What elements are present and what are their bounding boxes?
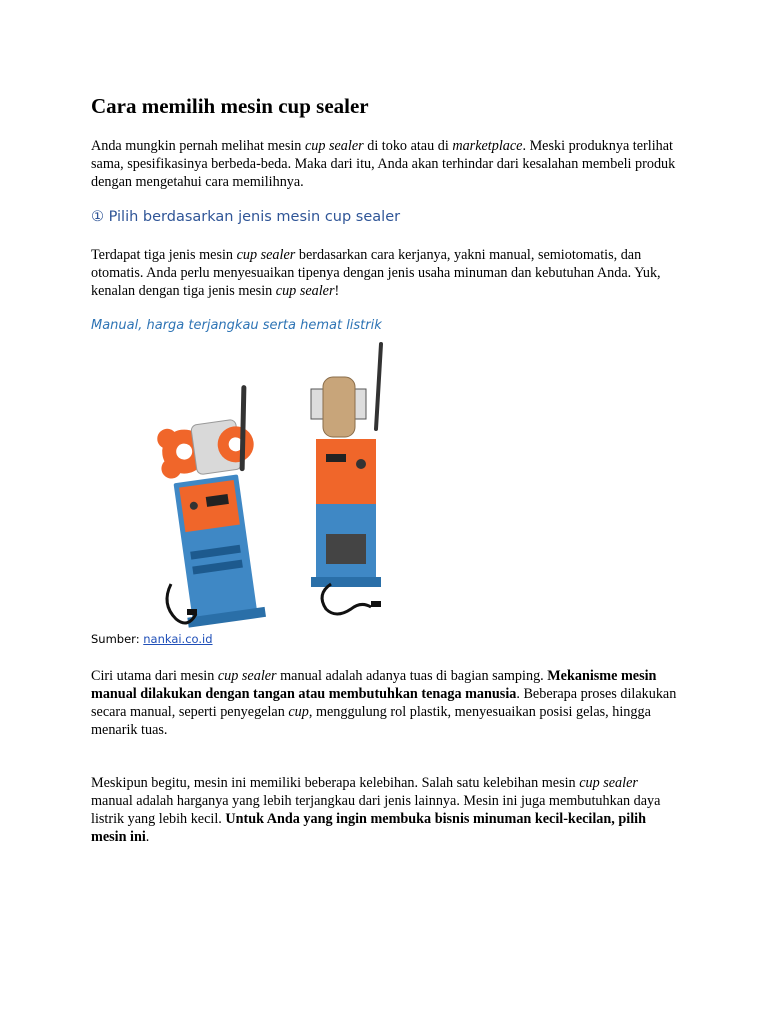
text-run: di toko atau di <box>363 138 453 154</box>
bold-run: Mekanisme mesin manual dilakukan dengan tangan atau membutuhkan tenaga manusia <box>91 668 657 702</box>
source-link[interactable]: nankai.co.id <box>143 632 213 646</box>
text-run: manual adalah adanya tuas di bagian samping. <box>276 668 548 684</box>
source-label: Sumber: <box>91 632 144 646</box>
text-run: . Beberapa proses dilakukan secara manual, seperti penyegelan <box>91 686 677 720</box>
cup-sealer-machines-illustration <box>131 339 431 629</box>
text-run: Meskipun begitu, mesin ini memiliki beberapa kelebihan. Salah satu kelebihan mesin <box>91 775 580 791</box>
product-image <box>131 339 431 629</box>
text-run: . Meski produknya terlihat sama, spesifikasinya berbeda-beda. Maka dari itu, Anda akan terhindar dari kesalahan membeli produk dengan mengetahui cara memilihnya. <box>91 138 676 190</box>
manual-machine-left <box>152 387 278 628</box>
text-run: manual adalah harganya yang lebih terjangkau dari jenis lainnya. Mesin ini juga membutuhkan daya listrik yang lebih kecil. <box>91 793 661 827</box>
article-title: Cara memilih mesin cup sealer <box>91 94 369 118</box>
text-run: Anda mungkin pernah melihat mesin <box>91 138 305 154</box>
manual-machine-right <box>311 344 381 587</box>
text-run: Ciri utama dari mesin <box>91 668 218 684</box>
italic-run: cup sealer <box>236 247 296 263</box>
bold-run: Untuk Anda yang ingin membuka bisnis minuman kecil-kecilan, pilih mesin ini <box>91 811 646 845</box>
italic-run: cup sealer <box>217 668 277 684</box>
text-run: . <box>145 829 150 845</box>
text-run: , menggulung rol plastik, menyesuaikan posisi gelas, hingga menarik tuas. <box>91 704 651 738</box>
article <box>91 92 681 846</box>
section-paragraph-2 <box>91 667 681 739</box>
subsection-heading: Manual, harga terjangkau serta hemat listrik <box>91 318 382 333</box>
section-heading: ① Pilih berdasarkan jenis mesin cup sealer <box>91 209 401 225</box>
section-paragraph <box>91 246 681 300</box>
italic-run: cup <box>288 704 309 720</box>
image-source <box>91 631 681 647</box>
italic-run: cup sealer <box>275 283 335 299</box>
italic-run: marketplace <box>452 138 523 154</box>
text-run: Terdapat tiga jenis mesin <box>91 247 237 263</box>
text-run: ! <box>334 283 340 299</box>
intro-paragraph <box>91 137 681 191</box>
text-run: berdasarkan cara kerjanya, yakni manual, semiotomatis, dan otomatis. Anda perlu menyesuaikan tipenya dengan jenis usaha minuman dan kebutuhan Anda. Yuk, kenalan dengan tiga jenis mesin <box>91 247 661 299</box>
italic-run: cup sealer <box>304 138 364 154</box>
section-paragraph-3 <box>91 774 681 846</box>
italic-run: cup sealer <box>579 775 638 791</box>
